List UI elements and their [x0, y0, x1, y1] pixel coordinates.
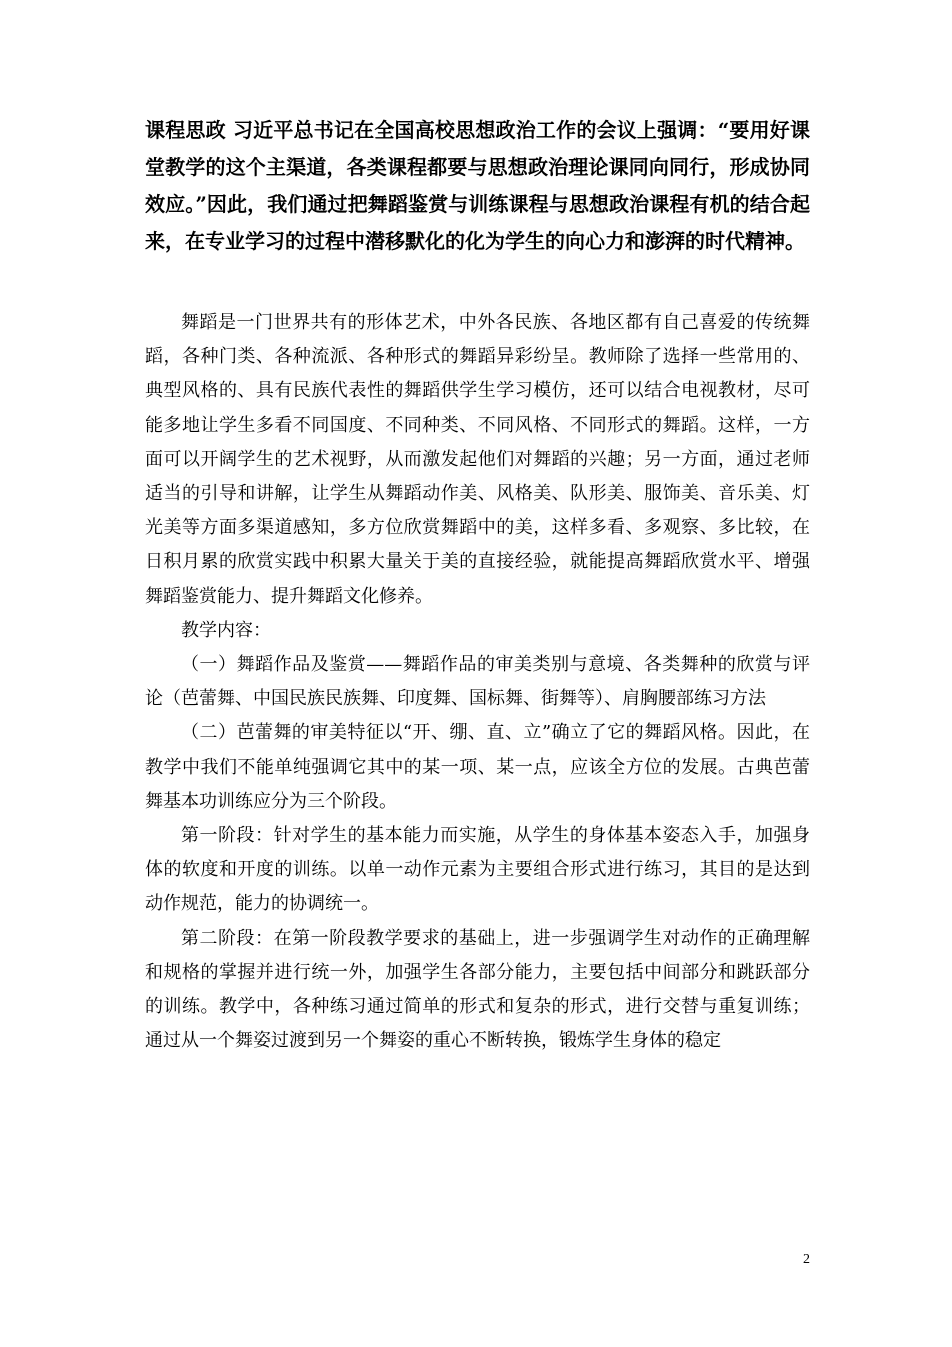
intro-paragraph: 课程思政 习近平总书记在全国高校思想政治工作的会议上强调：“要用好课堂教学的这个主渠道，各类课程都要与思想政治理论课同向同行，形成协同效应。”因此，我们通过把舞蹈鉴赏与训练课程与思想政治课程有机的结合起来，在专业学习的过程中潜移默化的化为学生的向心力和澎湃的时代精神。 — [145, 118, 810, 253]
page-content — [145, 112, 810, 1058]
body-paragraph-stage-one: 第一阶段：针对学生的基本能力而实施，从学生的身体基本姿态入手，加强身体的软度和开度的训练。以单一动作元素为主要组合形式进行练习，其目的是达到动作规范，能力的协调统一。 — [145, 825, 810, 915]
body-paragraph-stage-two: 第二阶段：在第一阶段教学要求的基础上，进一步强调学生对动作的正确理解和规格的掌握并进行统一外，加强学生各部分能力，主要包括中间部分和跳跃部分的训练。教学中，各种练习通过简单的形式和复杂的形式，进行交替与重复训练；通过从一个舞姿过渡到另一个舞姿的重心不断转换，锻炼学生身体的稳定 — [145, 927, 810, 1052]
body-paragraph-teaching-content-heading: 教学内容： — [181, 619, 271, 641]
page-number: 2 — [803, 1252, 810, 1267]
body-paragraph-item-two: （二）芭蕾舞的审美特征以“开、绷、直、立”确立了它的舞蹈风格。因此，在教学中我们不能单纯强调它其中的某一项、某一点，应该全方位的发展。古典芭蕾舞基本功训练应分为三个阶段。 — [145, 722, 810, 812]
body-paragraph-item-one: （一）舞蹈作品及鉴赏——舞蹈作品的审美类别与意境、各类舞种的欣赏与评论（芭蕾舞、中国民族民族舞、印度舞、国标舞、街舞等）、肩胸腰部练习方法 — [145, 654, 810, 710]
body-paragraph-overview: 舞蹈是一门世界共有的形体艺术，中外各民族、各地区都有自己喜爱的传统舞蹈，各种门类、各种流派、各种形式的舞蹈异彩纷呈。教师除了选择一些常用的、典型风格的、具有民族代表性的舞蹈供学生学习模仿，还可以结合电视教材，尽可能多地让学生多看不同国度、不同种类、不同风格、不同形式的舞蹈。这样，一方面可以开阔学生的艺术视野，从而激发起他们对舞蹈的兴趣；另一方面，通过老师适当的引导和讲解，让学生从舞蹈动作美、风格美、队形美、服饰美、音乐美、灯光美等方面多渠道感知，多方位欣赏舞蹈中的美，这样多看、多观察、多比较，在日积月累的欣赏实践中积累大量关于美的直接经验，就能提高舞蹈欣赏水平、增强舞蹈鉴赏能力、提升舞蹈文化修养。 — [145, 312, 810, 607]
